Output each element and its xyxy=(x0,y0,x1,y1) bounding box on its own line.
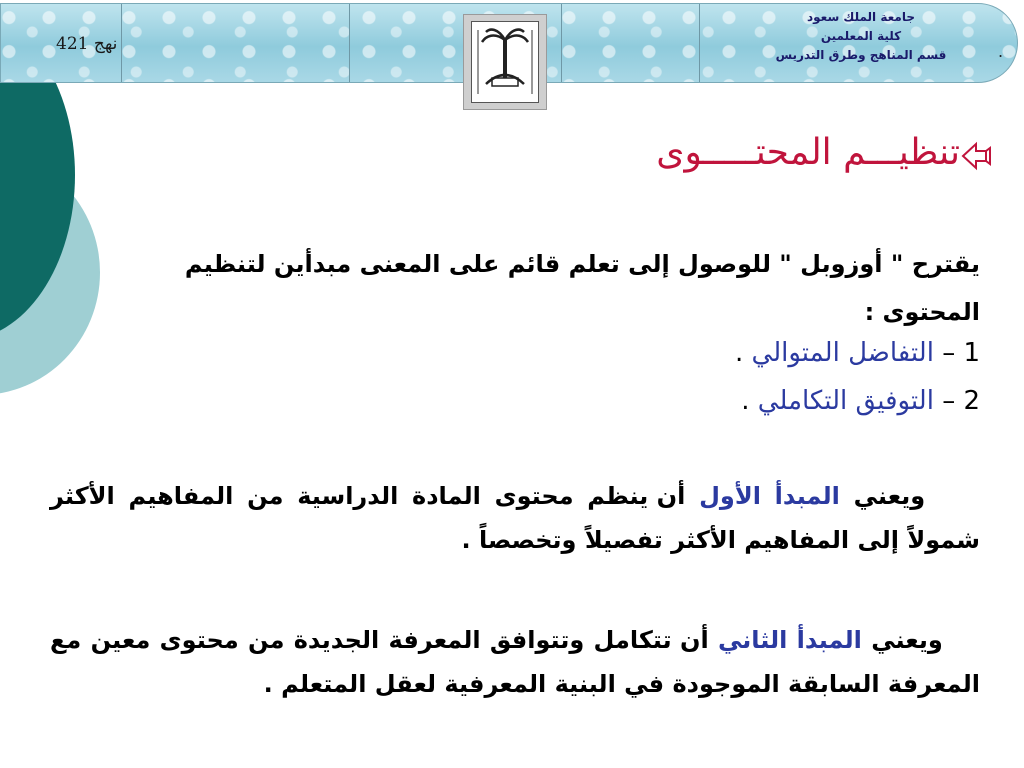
item-text: التفاضل المتوالي xyxy=(751,338,934,368)
logo-emblem xyxy=(471,21,539,103)
university-logo xyxy=(463,14,547,110)
item-number: 2 – xyxy=(942,386,980,416)
palm-swords-icon xyxy=(472,22,538,102)
principle-body: أن تتكامل وتتوافق المعرفة الجديدة من محتوى معين مع المعرفة السابقة الموجودة في البنية المعرفية لعقل المتعلم . xyxy=(50,626,980,698)
item-number: 1 – xyxy=(942,338,980,368)
principle-prefix: ويعني xyxy=(871,626,943,654)
principle-term: المبدأ الثاني xyxy=(718,626,862,654)
list-item xyxy=(735,338,980,368)
principle-one-paragraph xyxy=(50,474,980,562)
header-divider xyxy=(121,4,122,82)
principle-prefix: ويعني xyxy=(853,482,926,510)
university-name: جامعة الملك سعود xyxy=(807,10,915,24)
list-item xyxy=(741,386,980,416)
header-dot: . xyxy=(998,42,1004,61)
header-divider xyxy=(349,4,350,82)
item-end: . xyxy=(735,338,744,368)
department-name: قسم المناهج وطرق التدريس xyxy=(775,48,947,62)
institution-block xyxy=(771,8,951,65)
header-divider xyxy=(699,4,700,82)
pointing-arrow-icon xyxy=(960,140,992,172)
item-end: . xyxy=(741,386,750,416)
principle-term: المبدأ الأول xyxy=(699,482,840,510)
intro-paragraph: يقترح " أوزوبل " للوصول إلى تعلم قائم على المعنى مبدأين لتنظيم المحتوى : xyxy=(184,250,980,326)
course-code: نهج 421 xyxy=(56,34,118,54)
header-divider xyxy=(561,4,562,82)
college-name: كلية المعلمين xyxy=(820,29,902,43)
slide-title: تنظيـــم المحتـــــوى xyxy=(656,132,960,173)
principle-two-paragraph xyxy=(50,618,980,706)
item-text: التوفيق التكاملي xyxy=(757,386,934,416)
principle-body: أن ينظم محتوى المادة الدراسية من المفاهيم الأكثر شمولاً إلى المفاهيم الأكثر تفصيلاً وتخصصاً . xyxy=(50,482,980,554)
